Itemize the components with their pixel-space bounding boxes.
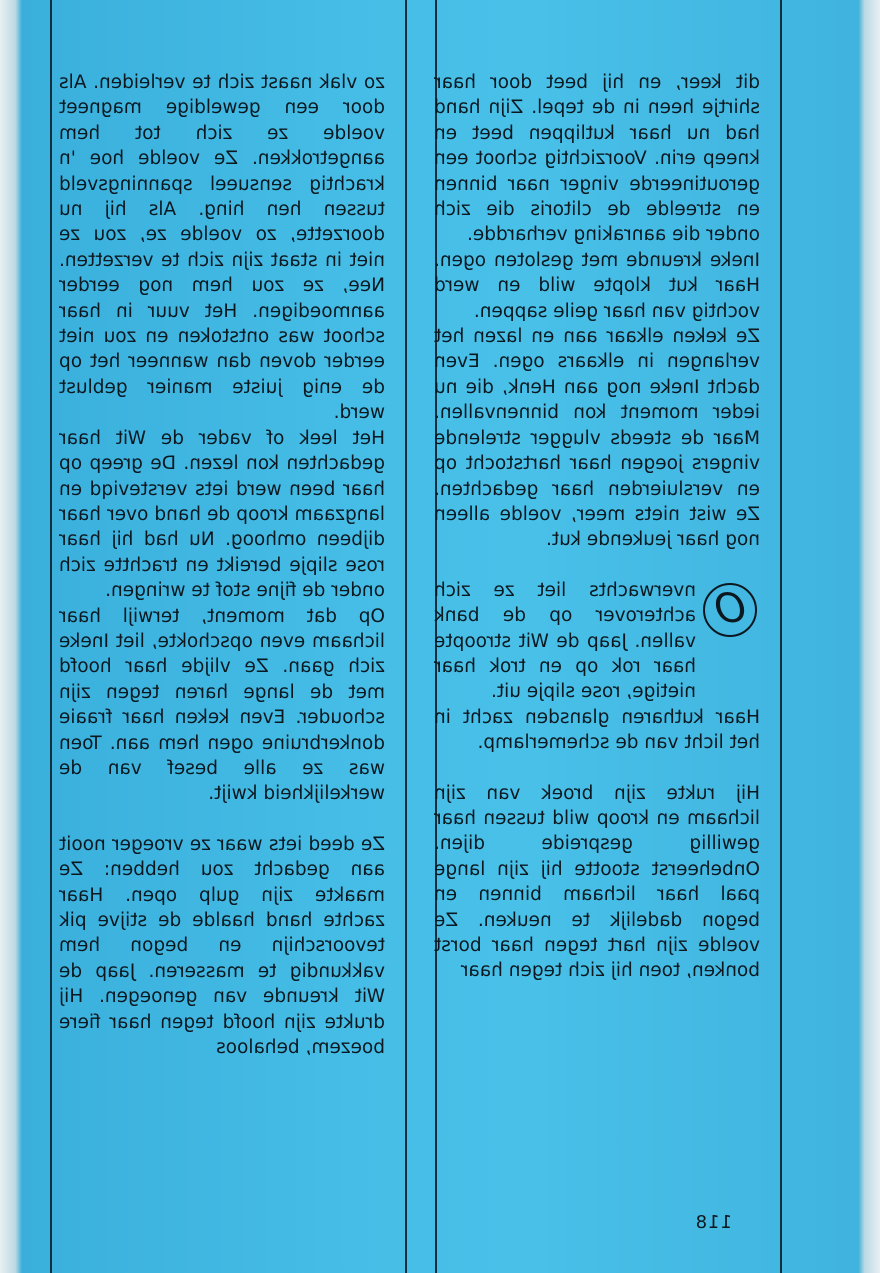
paragraph: Op dat moment, terwijl haar lichaam even opschokte, liet Ineke zich gaan. Ze vlijde haar hoofd met de lange haren tegen zijn schouder. Even keken haar fraaie donkerbruine ogen hem aan. Toen was ze alle besef van de werkelijkheid kwijt. <box>59 605 385 805</box>
paragraph: Hij rukte zijn broek van zijn lichaam en kroop wild tussen haar gewillig gespreide dijen. Onbeheerst stootte hij zijn lange paal haar lichaam binnen en begon dadelijk te neuken. Ze voelde zijn hart tegen haar borst bonken, toen hij zich tegen haar <box>434 782 760 982</box>
text-column-a <box>59 70 385 1060</box>
paragraph: zo vlak naast zich te verleiden. Als door een geweldige magneet voelde ze zich tot hem aangetrokken. Ze voelde hoe 'n krachtig sensueel spanningsveld tussen hen hing. Als hij nu doorzette, zo voelde ze, zou ze niet in staat zijn zich te verzetten. Nee, ze zou hem nog eerder aanmoedigen. Het vuur in haar schoot was ontstoken en zou niet eerder doven dan wanneer het op de enig juiste manier geblust werd. <box>59 72 385 424</box>
paragraph: nverwachts liet ze zich achterover op de bank vallen. Jaap de Wit stroopte haar rok op en trok haar nietige, rose slipje uit. <box>434 579 696 703</box>
paragraph: Het leek of vader de Wit haar gedachten kon lezen. De greep op haar been werd iets versteviqd en langzaam kroop de hand over haar dijbeen omhoog. Nu had hij haar rose slipje bereikt en trachtte zich onder de fijne stof te wringen. <box>59 427 385 602</box>
paragraph: Ze deed iets waar ze vroeger nooit aan gedacht zou hebben: Ze maakte zijn gulp open. Haar zachte hand haalde de stijve pik tevoorschijn en begon hem vakkundig te masseren. Jaap de Wit kreunde van genoegen. Hij drukte zijn hoofd tegen haar fiere boezem, behaloos <box>59 833 385 1059</box>
paragraph: Haar kutharen glansden zacht in het licht van de schemerlamp. <box>434 706 760 754</box>
paragraph: dit keer, en hij beet door haar shirtje heen in de tepel. Zijn hand had nu haar kutlippen beet en kneep erin. Voorzichtig schoot een geroutineerde vinger naar binnen en streelde de clitoris die zich onder die aanraking verhardde. <box>434 72 760 246</box>
paragraph: Ze keken elkaar aan en lazen het verlangen in elkaars ogen. Even dacht Ineke nog aan Henk, die nu ieder moment kon binnenvallen. Maar de steeds vlugger strelende vingers joegen haar hartstocht op en versluierden haar gedachten. Ze wist niets meer, voelde alleen nog haar jeukende kut. <box>434 326 760 551</box>
dropcap-paragraph <box>434 578 760 705</box>
dropcap-letter: O <box>703 583 757 637</box>
text-column-b <box>434 70 760 984</box>
paragraph: Ineke kreunde met gesloten ogen. Haar kut klopte wild en werd vochtig van haar geile sappen. <box>434 249 760 322</box>
page-number: 118 <box>694 1212 732 1233</box>
